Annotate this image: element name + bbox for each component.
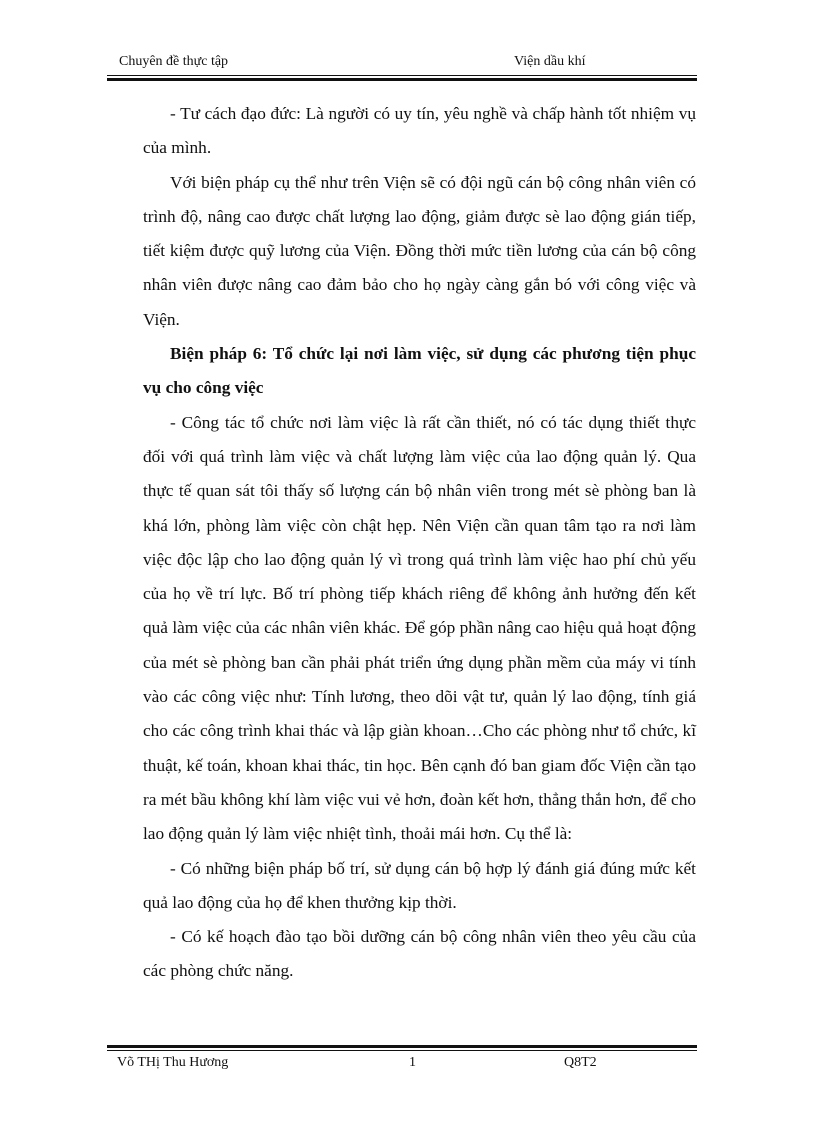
header-title: Chuyên đề thực tập [119,54,229,69]
document-body [143,97,696,989]
header-rule-thin [107,75,697,76]
header-institute: Viện dầu khí [514,54,586,69]
footer-class-code: Q8T2 [564,1055,597,1070]
section-heading: Biện pháp 6: Tổ chức lại nơi làm việc, sử dụng các phương tiện phục vụ cho công việc [143,344,696,398]
paragraph-5: - Có kế hoạch đào tạo bồi dưỡng cán bộ công nhân viên theo yêu cầu của các phòng chức năng. [143,927,696,981]
header-rule-thick [107,78,697,81]
footer-rule-thin [107,1050,697,1051]
page-footer [107,1055,697,1075]
paragraph-3: - Công tác tổ chức nơi làm việc là rất cần thiết, nó có tác dụng thiết thực đối với quá trình làm việc và chất lượng làm việc của lao động quản lý. Qua thực tế quan sát tôi thấy số lượng cán bộ nhân viên trong mét sè phòng ban là khá lớn, phòng làm việc còn chật hẹp. Nên Viện cần quan tâm tạo ra nơi làm việc độc lập cho lao động quản lý vì trong quá trình làm việc hao phí chủ yếu của họ về trí lực. Bố trí phòng tiếp khách riêng để không ảnh hưởng đến kết quả làm việc của các nhân viên khác. Để góp phần nâng cao hiệu quả hoạt động của mét sè phòng ban cần phải phát triển ứng dụng phần mềm của máy vi tính vào các công việc như: Tính lương, theo dõi vật tư, quản lý lao động, tính giá cho các công trình khai thác và lập giàn khoan…Cho các phòng như tổ chức, kĩ thuật, kế toán, khoan khai thác, tin học. Bên cạnh đó ban giam đốc Viện cần tạo ra mét bầu không khí làm việc vui vẻ hơn, đoàn kết hơn, thẳng thắn hơn, để cho lao động quản lý làm việc nhiệt tình, thoải mái hơn. Cụ thể là: [143,412,696,844]
footer-rule-thick [107,1045,697,1048]
page-number: 1 [409,1055,416,1070]
paragraph-2: Với biện pháp cụ thể như trên Viện sẽ có đội ngũ cán bộ công nhân viên có trình độ, nâng cao được chất lượng lao động, giảm được sè lao động gián tiếp, tiết kiệm được quỹ lương của Viện. Đồng thời mức tiền lương của cán bộ công nhân viên được nâng cao đảm bảo cho họ ngày càng gắn bó với công việc và Viện. [143,172,696,329]
paragraph-4: - Có những biện pháp bố trí, sử dụng cán bộ hợp lý đánh giá đúng mức kết quả lao động của họ để khen thưởng kịp thời. [143,858,696,912]
footer-author: Võ THị Thu Hương [117,1055,229,1070]
paragraph-1: - Tư cách đạo đức: Là người có uy tín, yêu nghề và chấp hành tốt nhiệm vụ của mình. [143,104,696,158]
page-header [107,50,697,76]
